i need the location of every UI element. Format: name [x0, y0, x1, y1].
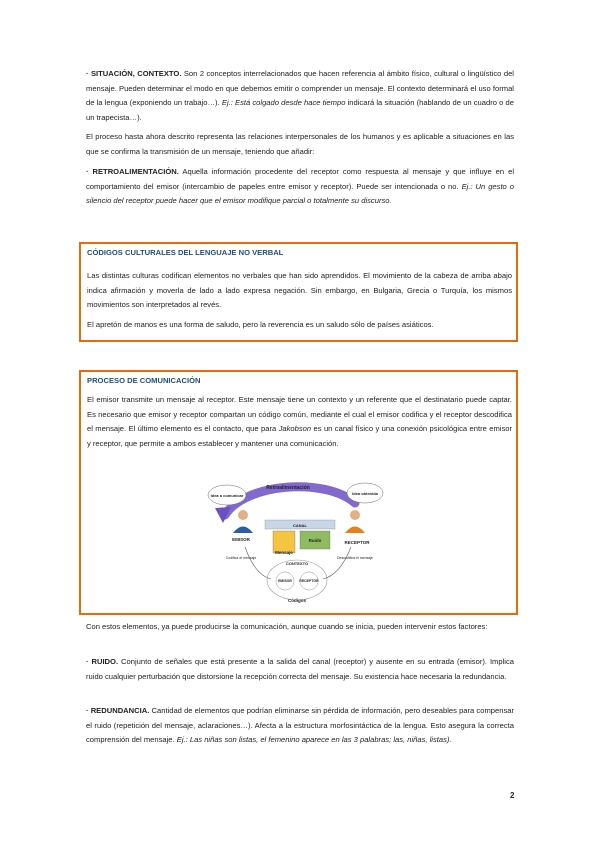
retroalimentacion-label: Retroalimentación [266, 485, 310, 491]
term-retroalimentacion: · RETROALIMENTACIÓN. [86, 167, 179, 176]
box-proceso-text-b: es un canal físico y una conexión psicológica entre emisor y receptor, que permite a ambos establecer y mantener una comunicación. [87, 424, 513, 448]
text-situacion: Son 2 conceptos interrelacionados que hacen referencia al ámbito físico, cultural o lingüístico del mensaje. Pueden determinar el modo en que debemos emitir o comprender un mensaje. El contexto determinará el uso formal de la lengua (exponiendo un trabajo…). [86, 69, 514, 107]
term-redundancia: · REDUNDANCIA. [86, 706, 150, 715]
paragraph-proceso: El proceso hasta ahora descrito representa las relaciones interpersonales de los humanos y es aplicable a situaciones en las que se confirma la transmisión de un mensaje, teniendo que añadir: [86, 132, 514, 156]
paragraph-factores: Con estos elementos, ya puede producirse la comunicación, aunque cuando se inicia, pueden intervenir estos factores: [86, 622, 488, 631]
example-situacion: Ej.: Está colgado desde hace tiempo [221, 98, 346, 107]
codigos-label: Códigos [288, 598, 306, 603]
receptor-label: RECEPTOR [344, 540, 370, 545]
example-redundancia: Ej.: Las niñas son listas, el femenino aparece en las 3 palabras; las, niñas, listas). [176, 735, 452, 744]
paragraph-redundancia [86, 704, 514, 748]
page-number: 2 [510, 791, 515, 800]
text-redundancia: Cantidad de elementos que podrían eliminarse sin pérdida de información, pero deseables para compensar el ruido (repetición del mensaje, aclaraciones…). Afecta a la estructura morfosintáctica de la lengua. Esto asegura la correcta comprensión del mensaje. [86, 706, 514, 744]
emisor-small-label: EMISOR [278, 579, 292, 583]
codifica-label: Codifica el mensaje [225, 556, 257, 560]
box-proceso-text-a: El emisor transmite un mensaje al receptor. Este mensaje tiene un contexto y un referente que el destinatario puede captar. Es necesario que emisor y receptor compartan un código común, mediante el cual el emisor codifica y el receptor descodifica el mensaje. El último elemento es el contacto, que para [87, 395, 512, 433]
idea-obtenida-label: Idea obtenida [352, 491, 378, 496]
term-ruido: · RUIDO. [86, 657, 119, 666]
codifica-arrow [245, 547, 271, 579]
emisor-label: EMISOR [232, 537, 250, 542]
canal-label: CANAL [293, 523, 307, 528]
text-situacion-tail: indicará la situación (hablando de un cuadro o de un trapecista…). [86, 98, 514, 122]
descodifica-label: Descodifica el mensaje [337, 556, 373, 560]
example-retroalimentacion: Ej.: Un gesto o silencio del receptor puede hacer que el emisor modifique parcial o totalmente su discurso. [86, 181, 514, 205]
receptor-head [350, 510, 360, 520]
box-codigos-p1: Las distintas culturas codifican elementos no verbales que han sido aprendidos. El movimiento de la cabeza de arriba abajo indica afirmación y moverla de lado a lado expresa negación. Sin embargo, en Bulgaria, Grecia o Turquía, los mismos movimientos son interpretados al revés. [87, 271, 512, 309]
box-codigos-culturales [79, 242, 518, 342]
contexto-label: CONTEXTO [285, 561, 309, 566]
receptor-body [345, 527, 365, 534]
box-codigos-title: CÓDIGOS CULTURALES DEL LENGUAJE NO VERBAL [87, 248, 284, 257]
box-proceso-title: PROCESO DE COMUNICACIÓN [87, 376, 201, 385]
box-proceso-text [87, 393, 512, 451]
paragraph-situacion [86, 67, 514, 125]
receptor-small-label: RECEPTOR [299, 579, 319, 583]
paragraph-ruido [86, 655, 514, 684]
box-codigos-p2: El apretón de manos es una forma de saludo, pero la reverencia es un saludo sólo de países asiáticos. [87, 320, 434, 329]
term-situacion: · SITUACIÓN, CONTEXTO. [86, 69, 182, 78]
descodifica-arrow [323, 547, 351, 579]
text-ruido: Conjunto de señales que está presente a la salida del canal (receptor) y ausente en su entrada (emisor). Implica ruido cualquier perturbación que distorsione la recepción correcta del mensaje. Su existencia hace necesaria la redundancia. [86, 657, 514, 681]
emisor-body [233, 527, 253, 534]
box-proceso-jakobson: Jakobson [278, 424, 312, 433]
text-retroalimentacion: Aquella información procedente del receptor como respuesta al mensaje y que influye en el comportamiento del emisor (intercambio de papeles entre emisor y receptor). Puede ser intencionada o no. [86, 167, 515, 191]
paragraph-retroalimentacion [86, 165, 514, 209]
idea-comunicar-label: Idea a comunicar [210, 493, 244, 498]
communication-diagram [205, 475, 385, 605]
emisor-head [238, 510, 248, 520]
ruido-label: Ruido [308, 538, 322, 543]
mensaje-label: Mensaje [275, 550, 293, 555]
